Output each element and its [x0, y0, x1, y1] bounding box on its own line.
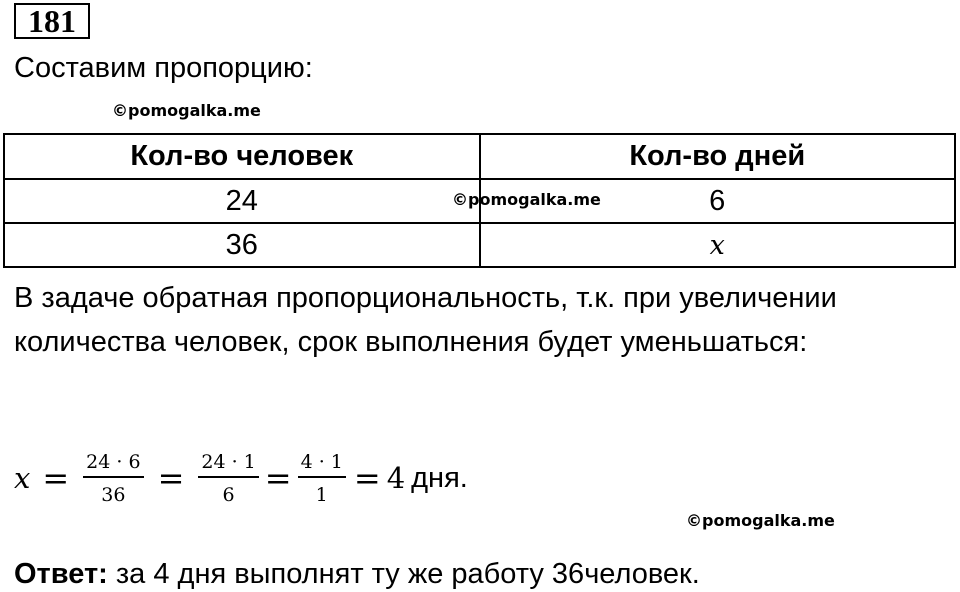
- fraction-denominator: 36: [101, 483, 126, 506]
- explanation-text: В задаче обратная пропорциональность, т.к. при увеличении количества человек, срок выполнения будет уменьшаться:: [14, 282, 837, 358]
- table-cell-days: 6: [480, 179, 956, 223]
- fraction-numerator: 4 · 1: [298, 451, 346, 478]
- watermark: ©pomogalka.me: [452, 190, 601, 209]
- column-header-people: Кол-во человек: [4, 134, 480, 179]
- intro-text: Составим пропорцию:: [14, 52, 313, 84]
- fraction: [83, 451, 143, 506]
- answer-text: за 4 дня выполнят ту же работу 36человек.: [107, 558, 700, 590]
- table-cell-people: 24: [4, 179, 480, 223]
- fraction: [298, 451, 346, 506]
- watermark: ©pomogalka.me: [686, 511, 835, 530]
- fraction: [198, 451, 258, 506]
- column-header-days: Кол-во дней: [480, 134, 956, 179]
- equals-sign: =: [353, 459, 381, 497]
- fraction-numerator: 24 · 6: [83, 451, 143, 478]
- answer-label: Ответ:: [14, 558, 108, 590]
- table-row: [4, 223, 955, 267]
- watermark: ©pomogalka.me: [112, 101, 261, 120]
- formula-variable: x: [14, 461, 31, 495]
- formula-unit: дня.: [411, 461, 468, 494]
- equals-sign: =: [264, 459, 292, 497]
- table-header-row: [4, 134, 955, 179]
- task-number-badge: 181: [14, 3, 90, 39]
- formula-result: 4: [386, 461, 406, 495]
- equals-sign: =: [42, 459, 70, 497]
- table-cell-days-variable: [480, 223, 956, 267]
- fraction-numerator: 24 · 1: [198, 451, 258, 478]
- table-cell-people: 36: [4, 223, 480, 267]
- fraction-denominator: 1: [315, 483, 328, 506]
- variable-x: x: [709, 229, 725, 261]
- solution-formula: [14, 440, 468, 516]
- fraction-denominator: 6: [222, 483, 235, 506]
- equals-sign: =: [157, 459, 185, 497]
- answer-line: [14, 556, 700, 592]
